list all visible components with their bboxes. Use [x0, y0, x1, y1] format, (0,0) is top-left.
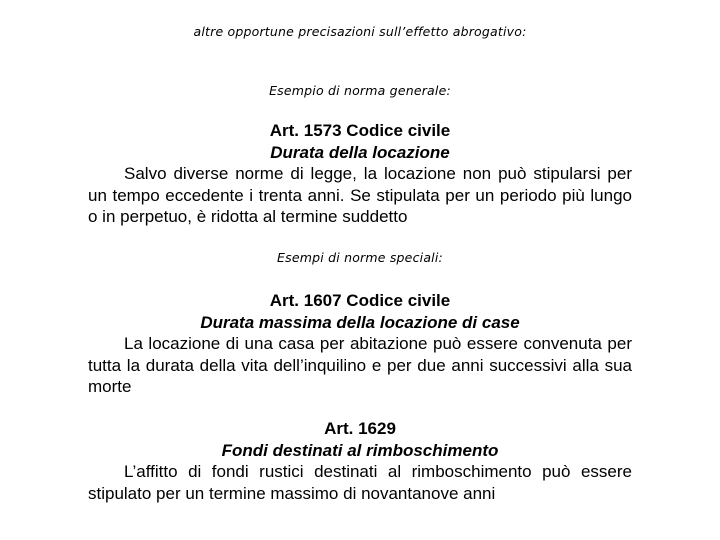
article-heading: Durata della locazione	[270, 142, 450, 162]
article-heading: Fondi destinati al rimboschimento	[221, 440, 499, 460]
article-heading: Durata massima della locazione di case	[200, 312, 520, 332]
article-number: Art. 1573 Codice civile	[269, 121, 451, 140]
article-text: Salvo diverse norme di legge, la locazione non può stipularsi per un tempo eccedente i trenta anni. Se stipulata per un periodo più lungo o in perpetuo, è ridotta al termine suddetto	[88, 164, 632, 226]
article-1607	[88, 290, 632, 398]
article-text: L’affitto di fondi rustici destinati al rimboschimento può essere stipulato per un termine massimo di novantanove anni	[88, 462, 632, 503]
general-example-label: Esempio di norma generale:	[269, 83, 451, 98]
article-number: Art. 1607 Codice civile	[269, 291, 451, 310]
intro-line: altre opportune precisazioni sull’effetto abrogativo:	[193, 24, 527, 39]
article-text: La locazione di una casa per abitazione può essere convenuta per tutta la durata della vita dell’inquilino e per due anni successivi alla sua morte	[88, 334, 632, 396]
special-examples-label: Esempi di norme speciali:	[277, 250, 443, 265]
article-1573	[88, 120, 632, 228]
article-1629	[88, 418, 632, 504]
article-number: Art. 1629	[324, 419, 396, 438]
